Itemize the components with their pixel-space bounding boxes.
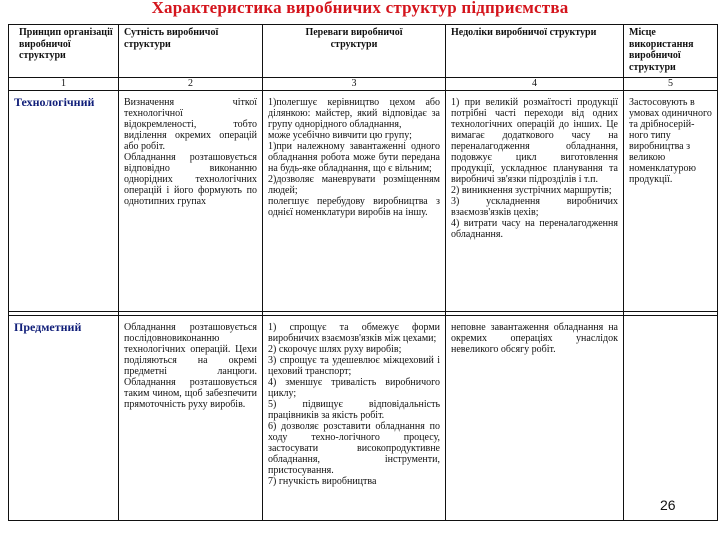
column-number: 2 (119, 78, 263, 91)
row-essence: Обладнання розташовується послідовновиконанню технологічних операцій. Цехи поділяються на окремі предметні ланцюги. Обладнання розташовується таким чином, щоб забезпечити прямоточність руху виробів. (119, 316, 263, 521)
header-disadvantages: Недоліки виробничої структури (446, 25, 624, 78)
row-advantages: 1) спрощує та обмежує форми виробничих взаємозв'язків між цехами; 2) скорочує шлях руху виробів; 3) спрощує та удешевлює міжцеховий і цеховий транспорт; 4) зменшує тривалість виробничого циклу; 5) підвищує відповідальність працівників за якість робіт. 6) дозволяє розставити обладнання по ходу техно-логічного процесу, застосувати високопродуктивне обладнання, інструменти, пристосування. 7) гнучкість виробництва (263, 316, 446, 521)
page-number: 26 (660, 497, 676, 513)
row-usage: Застосовують в умовах одиничного та дрібносерій-ного типу виробництва з великою номенклатурою продукції. (624, 91, 718, 312)
table-row (9, 316, 718, 521)
column-number: 3 (263, 78, 446, 91)
row-essence: Визначення чіткої технологічної відокремленості, тобто виділення окремих операцій або робіт. Обладнання розташовується відповідно виконанню однорідних технологічних операцій і його формують по однотипних групах (119, 91, 263, 312)
column-numbers-row (9, 78, 718, 91)
header-principle: Принцип організації виробничої структури (9, 25, 119, 78)
row-usage (624, 316, 718, 521)
row-disadvantages: 1) при великій розмаїтості продукції потрібні часті переходи від одних технологічних операцій до інших. Це вимагає додаткового часу на переналагодження обладнання, подовжує цикл виготовлення продукції, ускладнює планування та виробничі зв'язки підрозділів і т.п. 2) виникнення зустрічних маршрутів; 3) ускладнення виробничих взаємозв'язків цехів; 4) витрати часу на переналагодження обладнання. (446, 91, 624, 312)
row-advantages: 1)полегшує керівництво цехом або ділянкою: майстер, який відповідає за групу однорідного обладнання, може усебічно вивчити цю групу; 1)при належному завантаженні одного обладнання робота може бути передана на будь-яке обладнання, що є вільним; 2)дозволяє маневрувати розміщенням людей; полегшує перебудову виробництва з однієї номенклатури виробів на іншу. (263, 91, 446, 312)
column-number: 5 (624, 78, 718, 91)
row-disadvantages: неповне завантаження обладнання на окремих операціях унаслідок невеликого обсягу робіт. (446, 316, 624, 521)
production-structures-table (8, 24, 718, 521)
row-principle: Предметний (9, 316, 119, 521)
header-advantages: Переваги виробничої структури (263, 25, 446, 78)
table-row (9, 91, 718, 312)
header-row (9, 25, 718, 78)
header-usage: Місце використання виробничої структури (624, 25, 718, 78)
document-title: Характеристика виробничих структур підприємства (151, 0, 569, 17)
row-principle: Технологічний (9, 91, 119, 312)
column-number: 1 (9, 78, 119, 91)
header-essence: Сутність виробничої структури (119, 25, 263, 78)
column-number: 4 (446, 78, 624, 91)
